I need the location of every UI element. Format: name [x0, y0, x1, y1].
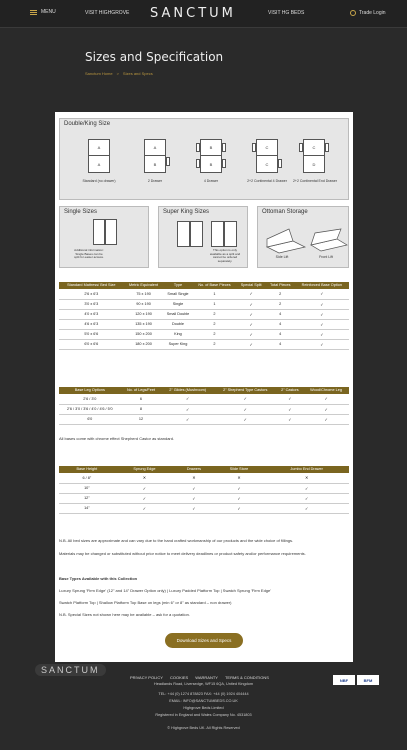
- table-cell: ✓: [214, 414, 277, 424]
- bed-half: B: [201, 140, 221, 156]
- table-cell: 180 x 200: [124, 339, 164, 349]
- table-cell: ✕: [264, 473, 349, 483]
- table-cell: 3'0 x 6'3: [59, 299, 124, 309]
- top-navigation-bar: [0, 0, 407, 28]
- brand-logo[interactable]: SANCTUM: [150, 6, 236, 21]
- visit-hg-beds-link[interactable]: VISIT HG BEDS: [268, 10, 305, 16]
- table-cell: 2: [192, 309, 236, 319]
- table-cell: 4'0 x 6'3: [59, 309, 124, 319]
- table-cell: ✓: [161, 394, 214, 404]
- table-header: Reinforced Base Option: [295, 282, 349, 289]
- table-row: [59, 404, 349, 414]
- bed-diagram: [224, 221, 237, 247]
- diagram-title: Single Sizes: [64, 209, 98, 215]
- table-cell: 2'6 / 3'0: [59, 394, 121, 404]
- bed-half: A: [145, 140, 165, 156]
- table-cell: 75 x 190: [124, 289, 164, 299]
- table-cell: ✓: [161, 414, 214, 424]
- table-cell: Small Double: [164, 309, 193, 319]
- bed-half: C: [265, 161, 269, 167]
- diagram-title: Double/King Size: [64, 121, 111, 127]
- table-header-row: [59, 466, 349, 473]
- table-cell: ✓: [236, 339, 265, 349]
- table-cell: ✓: [303, 404, 349, 414]
- table-cell: King: [164, 329, 193, 339]
- table-cell: ✓: [236, 289, 265, 299]
- bed-half: B: [209, 161, 213, 167]
- table-header: Base Leg Options: [59, 387, 121, 394]
- materials-note: Materials may be changed or substituted without prior notice to meet delivery deadlines or product safety and/or performance requirements.: [59, 551, 306, 556]
- special-sizes-note: N.B. Special Sizes not shown here may be available – ask for a quotation.: [59, 612, 190, 617]
- table-header: Metric Equivalent: [124, 282, 164, 289]
- table-cell: 90 x 190: [124, 299, 164, 309]
- bed-half: A: [89, 140, 109, 156]
- bed-diagram: [190, 221, 203, 247]
- table-cell: 2: [192, 329, 236, 339]
- breadcrumb-current: Sizes and Specs: [122, 71, 153, 76]
- table-cell: ✓: [295, 299, 349, 309]
- ottoman-icon: [259, 219, 349, 259]
- table-cell: ✓: [236, 299, 265, 309]
- table-row: [59, 493, 349, 503]
- certification-badges: [333, 675, 379, 685]
- bed-half: D: [312, 161, 316, 167]
- bed-half: B: [153, 161, 157, 167]
- table-cell: 4: [266, 319, 295, 329]
- table-cell: ✓: [214, 394, 277, 404]
- table-header: Slide Store: [214, 466, 265, 473]
- breadcrumb-home[interactable]: Sanctum Home: [85, 71, 113, 76]
- drawer-shape: [166, 157, 170, 166]
- table-cell: ✓: [264, 483, 349, 493]
- visit-highgrove-link[interactable]: VISIT HIGHGROVE: [85, 10, 130, 16]
- footer-email[interactable]: EMAIL: INFO@SANCTUMBEDS.CO.UK: [169, 699, 238, 703]
- bed-diagram: [177, 221, 190, 247]
- drawer-shape: [252, 143, 256, 152]
- bed-half: A: [97, 161, 101, 167]
- table-cell: ✓: [303, 394, 349, 404]
- single-sizes-diagram: [59, 206, 149, 268]
- table-cell: 135 x 190: [124, 319, 164, 329]
- table-cell: ✓: [214, 493, 265, 503]
- bed-caption: 2 Drawer: [147, 179, 163, 183]
- table-cell: Small Single: [164, 289, 193, 299]
- base-types-line-2: Swatch Platform Top | Shallow Platform Top Base on legs (min 6" or 8" as standard – non drawer): [59, 600, 232, 605]
- table-row: [59, 339, 349, 349]
- table-header: Total Pieces: [266, 282, 295, 289]
- table-cell: ✓: [174, 503, 214, 513]
- trade-login-label: Trade Login: [359, 10, 386, 16]
- footer-brand-logo[interactable]: SANCTUM: [35, 664, 106, 676]
- table-cell: ✓: [303, 414, 349, 424]
- table-header: 2" Shepherd Type Castors: [214, 387, 277, 394]
- table-row: [59, 503, 349, 513]
- table-header: Sprung Edge: [115, 466, 174, 473]
- diagram-note: Additional information: Single Bases can be split for easier access.: [74, 248, 104, 259]
- footer-address: Headlands Road, Liversedge, WF15 6QA, United Kingdom: [154, 682, 253, 686]
- table-cell: ✓: [295, 329, 349, 339]
- table-cell: 6'0: [59, 414, 121, 424]
- table-cell: 1: [192, 289, 236, 299]
- table-cell: ✓: [264, 493, 349, 503]
- footer-copyright: © Highgrove Beds UK. All Rights Reserved: [167, 726, 240, 730]
- table-cell: ✓: [174, 483, 214, 493]
- table-header: No. of Legs/Feet: [121, 387, 162, 394]
- terms-link[interactable]: TERMS & CONDITIONS: [224, 675, 269, 680]
- table-cell: 5'0 x 6'6: [59, 329, 124, 339]
- content-panel: [55, 112, 353, 662]
- table-header: Jumbo End Drawer: [264, 466, 349, 473]
- table-row: [59, 319, 349, 329]
- table-cell: 14": [59, 503, 115, 513]
- nbf-badge: NBF: [333, 675, 355, 685]
- table-header: Drawers: [174, 466, 214, 473]
- footer-registration: Registered in England and Wales Company No. 4531803: [155, 713, 252, 717]
- table-cell: ✓: [174, 493, 214, 503]
- table-cell: 6'0 x 6'6: [59, 339, 124, 349]
- bed-caption: 2+2 Continental 4 Drawer: [247, 179, 287, 183]
- table-header: Special Split: [236, 282, 265, 289]
- super-king-diagram: [158, 206, 248, 268]
- table-row: [59, 394, 349, 404]
- table-cell: ✓: [277, 414, 304, 424]
- table-cell: 4: [266, 339, 295, 349]
- bed-diagram: [256, 139, 278, 173]
- table-cell: 150 x 200: [124, 329, 164, 339]
- table-row: [59, 299, 349, 309]
- trade-login-link[interactable]: [350, 10, 386, 16]
- hamburger-icon: [30, 10, 37, 15]
- bed-diagram: [105, 219, 117, 245]
- drawer-shape: [325, 143, 329, 152]
- size-approx-note: N.B. All bed sizes are approximate and can vary due to the hand crafted workmanship of our products and the wide choice of fillings.: [59, 538, 294, 543]
- table-cell: ✓: [277, 404, 304, 414]
- bed-diagram: [88, 139, 110, 173]
- bed-diagram: [211, 221, 224, 247]
- table-cell: ✕: [115, 473, 174, 483]
- table-header: 2" Glides (Mushroom): [161, 387, 214, 394]
- table-cell: Super King: [164, 339, 193, 349]
- table-cell: 1: [192, 299, 236, 309]
- drawer-shape: [299, 143, 303, 152]
- table-cell: ✓: [264, 503, 349, 513]
- drawer-shape: [222, 159, 226, 168]
- table-cell: Single: [164, 299, 193, 309]
- bfm-badge: BFM: [357, 675, 379, 685]
- bed-caption: Standard (no drawer): [82, 179, 116, 183]
- side-lift-label: Side Lift: [275, 255, 289, 259]
- table-cell: ✓: [214, 503, 265, 513]
- table-cell: Double: [164, 319, 193, 329]
- table-cell: ✓: [277, 394, 304, 404]
- table-cell: ✕: [214, 473, 265, 483]
- table-cell: 2'6 / 3'0 / 3'6 / 4'0 / 4'6 / 5'0: [59, 404, 121, 414]
- castor-note: All bases come with chrome effect Shepherd Castor as standard.: [59, 436, 175, 441]
- table-header-row: [59, 387, 349, 394]
- table-cell: 120 x 190: [124, 309, 164, 319]
- footer-phones: TEL: +44 (0) 1274 878823 FAX: +44 (0) 1924 404444: [158, 692, 249, 696]
- warranty-link[interactable]: WARRANTY: [195, 675, 218, 680]
- table-row: [59, 483, 349, 493]
- table-cell: ✓: [295, 289, 349, 299]
- diagram-title: Super King Sizes: [163, 209, 210, 215]
- table-cell: ✓: [295, 319, 349, 329]
- double-king-diagram: [59, 118, 349, 200]
- table-header: 2" Castors: [277, 387, 304, 394]
- table-cell: ✓: [115, 483, 174, 493]
- front-lift-label: Front Lift: [319, 255, 333, 259]
- table-header: Type: [164, 282, 193, 289]
- table-cell: 2: [266, 299, 295, 309]
- table-cell: 4'6 x 6'3: [59, 319, 124, 329]
- table-row: [59, 414, 349, 424]
- base-types-title: Base Types Available with this Collection: [59, 576, 138, 581]
- table-cell: ✓: [214, 404, 277, 414]
- bed-half: C: [304, 140, 324, 156]
- table-cell: 10": [59, 483, 115, 493]
- drawer-shape: [278, 159, 282, 168]
- table-cell: 6 / 8": [59, 473, 115, 483]
- table-cell: ✓: [236, 319, 265, 329]
- table-cell: ✓: [236, 329, 265, 339]
- ottoman-storage-diagram: [257, 206, 349, 268]
- cookies-link[interactable]: COOKIES: [169, 675, 189, 680]
- bed-diagram: [200, 139, 222, 173]
- download-specs-button[interactable]: Download Sizes and Specs: [165, 633, 243, 648]
- table-cell: ✓: [236, 309, 265, 319]
- menu-button[interactable]: [30, 9, 56, 15]
- table-cell: ✓: [295, 309, 349, 319]
- table-cell: ✓: [115, 503, 174, 513]
- privacy-policy-link[interactable]: PRIVACY POLICY: [130, 675, 163, 680]
- page-title: Sizes and Specification: [85, 50, 224, 64]
- base-types-line-1: Luxury Sprung 'Firm Edge' (12" and 14" Drawer Option only) | Luxury Padded Platform Top | Swatch Sprung 'Firm Edge': [59, 588, 271, 593]
- table-cell: 2: [192, 319, 236, 329]
- table-cell: 6: [121, 394, 162, 404]
- table-header: Wood/Chrome Leg: [303, 387, 349, 394]
- footer-company: Highgrove Beds Limited: [183, 706, 224, 710]
- drawer-shape: [196, 143, 200, 152]
- table-row: [59, 473, 349, 483]
- diagram-note: This option is only available as a split and cannot be ordered separately.: [209, 248, 241, 263]
- table-row: [59, 329, 349, 339]
- base-height-table: [59, 466, 349, 514]
- bed-caption: 4 Drawer: [203, 179, 219, 183]
- table-cell: 2: [266, 289, 295, 299]
- drawer-shape: [196, 159, 200, 168]
- drawer-shape: [222, 143, 226, 152]
- table-header: Standard Mattress/ Bed Size: [59, 282, 124, 289]
- table-cell: 2'6 x 6'3: [59, 289, 124, 299]
- table-cell: ✓: [161, 404, 214, 414]
- bed-diagram: [303, 139, 325, 173]
- table-cell: 12: [121, 414, 162, 424]
- footer: [0, 662, 407, 750]
- table-row: [59, 289, 349, 299]
- diagram-title: Ottoman Storage: [262, 209, 308, 215]
- table-header: No. of Base Pieces: [192, 282, 236, 289]
- table-cell: 4: [266, 309, 295, 319]
- footer-links: [130, 675, 269, 680]
- bed-diagram: [93, 219, 105, 245]
- size-table: [59, 282, 349, 350]
- table-cell: 8: [121, 404, 162, 414]
- table-header: Base Height: [59, 466, 115, 473]
- table-cell: ✓: [214, 483, 265, 493]
- table-cell: 12": [59, 493, 115, 503]
- table-cell: 4: [266, 329, 295, 339]
- breadcrumb: [85, 71, 153, 76]
- bed-diagram: [144, 139, 166, 173]
- leg-options-table: [59, 387, 349, 425]
- breadcrumb-separator: >: [116, 71, 119, 76]
- table-cell: ✓: [295, 339, 349, 349]
- table-cell: ✓: [115, 493, 174, 503]
- user-icon: [350, 10, 356, 16]
- bed-half: C: [257, 140, 277, 156]
- table-header-row: [59, 282, 349, 289]
- table-row: [59, 309, 349, 319]
- menu-label: MENU: [41, 9, 56, 15]
- table-cell: 2: [192, 339, 236, 349]
- table-cell: ✕: [174, 473, 214, 483]
- bed-caption: 2+2 Continental End Drawer: [292, 179, 338, 183]
